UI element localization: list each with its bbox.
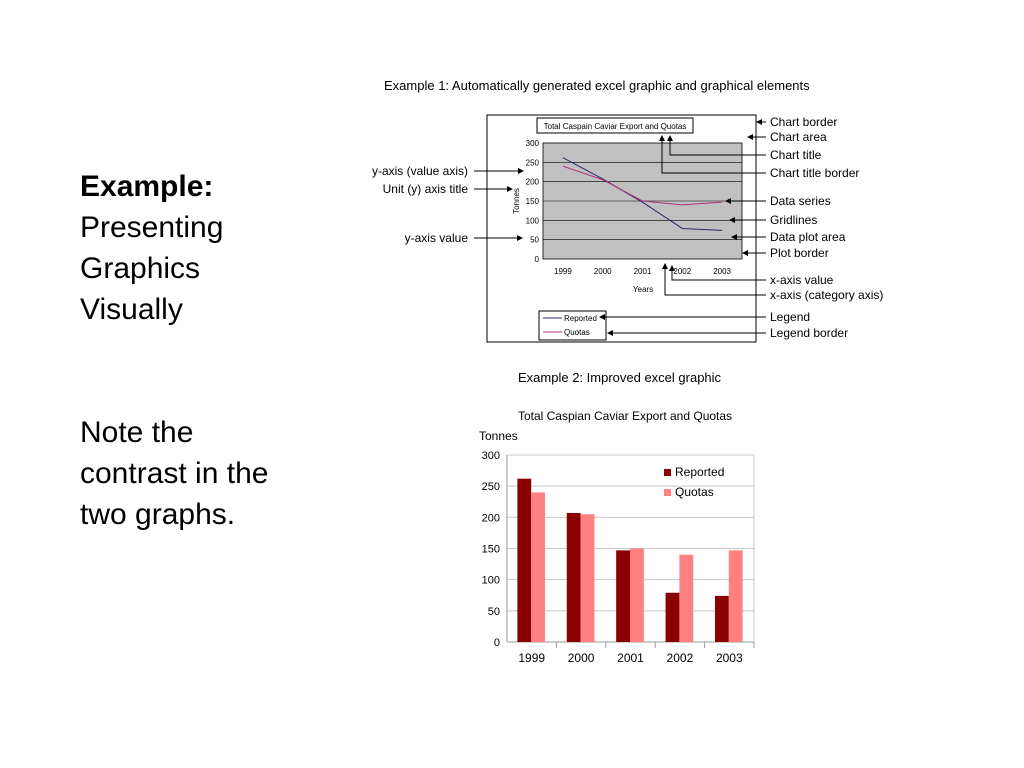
chart2-y-tick-label: 100	[481, 574, 500, 587]
chart2-y-tick-label: 300	[481, 450, 500, 462]
annotation-right-label: Data series	[770, 194, 831, 208]
chart2-y-axis-title: Tonnes	[479, 429, 518, 443]
chart2-legend	[664, 465, 724, 499]
annotation-right-label: Gridlines	[770, 213, 818, 227]
chart1-x-axis-title: Years	[632, 285, 654, 294]
slide-subheading-line-3: Visually	[80, 293, 183, 326]
chart2-legend-swatch	[664, 489, 671, 496]
chart2-bar-reported	[666, 593, 680, 642]
chart2-legend-label: Quotas	[675, 485, 714, 499]
chart2-bar-reported	[567, 513, 581, 642]
chart1-legend-label: Reported	[564, 314, 597, 323]
chart1-x-tick-label: 2003	[713, 267, 731, 276]
annotation-right-label: x-axis (category axis)	[770, 288, 884, 302]
annotation-right-label: x-axis value	[770, 273, 834, 287]
chart1-y-tick-label: 300	[525, 139, 539, 148]
example2-caption: Example 2: Improved excel graphic	[518, 370, 722, 385]
chart1-y-tick-label: 100	[525, 216, 539, 226]
note-line-2: contrast in the	[80, 457, 269, 490]
chart2-x-tick-label: 1999	[518, 651, 546, 665]
chart2-x-tick-label: 2000	[567, 651, 595, 665]
chart2-bar-reported	[715, 596, 729, 642]
chart2-title: Total Caspian Caviar Export and Quotas	[517, 409, 733, 423]
annotation-right-label: Chart area	[770, 130, 827, 144]
slide-subheading-line-1: Presenting	[80, 211, 224, 244]
chart1-y-tick-label: 250	[525, 158, 539, 168]
chart2-x-tick-label: 2003	[715, 651, 743, 665]
annotation-right-label: Plot border	[770, 246, 829, 260]
chart1-y-tick-label: 50	[530, 235, 539, 245]
chart2-y-tick-label: 50	[487, 605, 500, 618]
chart2-legend-label: Reported	[675, 465, 725, 479]
chart2-x-tick-label: 2001	[617, 651, 644, 665]
chart2-bar-quotas	[581, 514, 595, 642]
chart1-y-tick-label: 0	[534, 255, 539, 264]
annotation-right-label: Chart title border	[770, 166, 860, 180]
chart1-x-tick-label: 2001	[633, 267, 652, 276]
annotation-right-label: Chart border	[770, 115, 838, 129]
chart1-title: Total Caspain Caviar Export and Quotas	[543, 122, 687, 131]
chart2-bar-quotas	[679, 555, 693, 642]
chart2-y-tick-label: 0	[493, 637, 500, 649]
chart1-legend-label: Quotas	[564, 328, 590, 337]
chart2-bars	[517, 479, 742, 642]
chart1-y-tick-label: 200	[525, 177, 539, 187]
chart2-legend-swatch	[664, 469, 671, 476]
chart2-y-axis	[482, 450, 500, 649]
chart2-bar-reported	[616, 550, 630, 642]
chart2-y-tick-label: 200	[481, 512, 500, 525]
chart1-x-tick-label: 2000	[593, 267, 612, 276]
chart2-y-tick-label: 250	[481, 481, 500, 494]
slide-heading: Example:	[80, 170, 214, 203]
chart2-bar-quotas	[630, 549, 644, 643]
example1-caption: Example 1: Automatically generated excel graphic and graphical elements	[384, 78, 810, 93]
chart2-bar-quotas	[729, 550, 743, 642]
annotation-left-label: Unit (y) axis title	[382, 182, 468, 196]
note-line-1: Note the	[80, 416, 194, 449]
chart2-bar-reported	[517, 479, 531, 642]
annotation-left-label: y-axis value	[404, 231, 468, 245]
chart1-x-tick-label: 1999	[554, 267, 572, 276]
chart2-bar-quotas	[531, 492, 545, 642]
chart2-x-axis	[518, 642, 754, 665]
slide-subheading-line-2: Graphics	[80, 252, 201, 285]
chart2-y-tick-label: 150	[481, 543, 500, 556]
chart2-x-tick-label: 2002	[666, 651, 694, 665]
annotation-left-label: y-axis (value axis)	[371, 164, 468, 178]
note-line-3: two graphs.	[80, 498, 236, 531]
annotation-right-label: Chart title	[770, 148, 822, 162]
chart1-y-axis-title: Tonnes	[512, 188, 521, 214]
annotation-right-label: Data plot area	[770, 230, 846, 244]
chart1-x-tick-label: 2002	[673, 267, 692, 276]
annotation-right-label: Legend border	[770, 326, 849, 340]
chart1-y-tick-label: 150	[525, 197, 539, 206]
annotation-right-label: Legend	[770, 310, 811, 324]
